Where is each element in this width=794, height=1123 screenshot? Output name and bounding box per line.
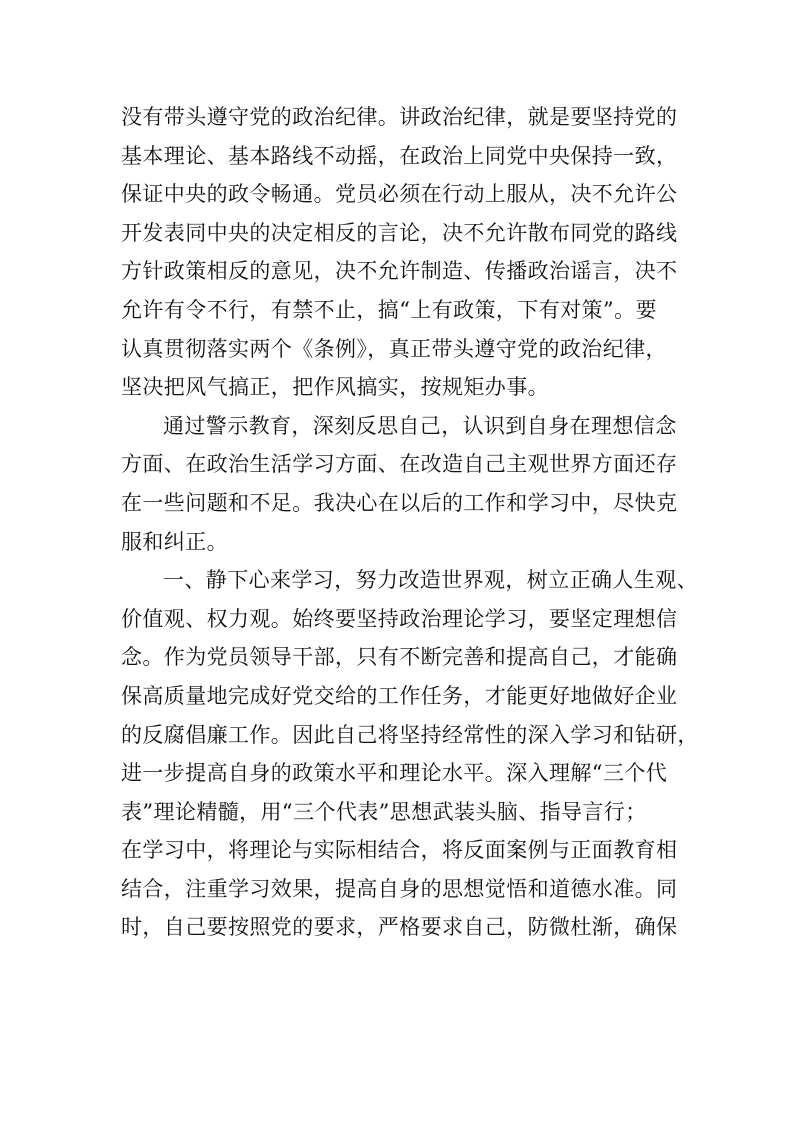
text-line: 没有带头遵守党的政治纪律。讲政治纪律，就是要坚持党的 — [121, 105, 678, 129]
body-text — [121, 98, 699, 947]
text-line: 服和纠正。 — [121, 529, 228, 554]
paragraph-start-line: 一、静下心来学习，努力改造世界观，树立正确人生观、 — [163, 568, 698, 593]
text-line: 的反腐倡廉工作。因此自己将坚持经常性的深入学习和钻研， — [121, 722, 699, 747]
text-line: 坚决把风气搞正，把作风搞实，按规矩办事。 — [121, 375, 549, 400]
text-line: 方针政策相反的意见，决不允许制造、传播政治谣言，决不 — [121, 259, 678, 284]
text-line: 念。作为党员领导干部，只有不断完善和提高自己，才能确 — [121, 645, 678, 670]
text-line: 保高质量地完成好党交给的工作任务，才能更好地做好企业 — [121, 683, 678, 708]
text-line: 基本理论、基本路线不动摇，在政治上同党中央保持一致， — [121, 143, 678, 168]
text-line: 结合，注重学习效果，提高自身的思想觉悟和道德水准。同 — [121, 876, 678, 901]
text-line: 允许有令不行，有禁不止，搞“上有政策，下有对策”。要 — [121, 297, 657, 322]
text-line: 保证中央的政令畅通。党员必须在行动上服从，决不允许公 — [121, 182, 678, 207]
paragraph-start-line: 通过警示教育，深刻反思自己，认识到自身在理想信念 — [163, 413, 677, 438]
text-line: 认真贯彻落实两个《条例》，真正带头遵守党的政治纪律， — [121, 336, 667, 361]
text-line: 方面、在政治生活学习方面、在改造自己主观世界方面还存 — [121, 452, 678, 477]
text-line: 开发表同中央的决定相反的言论，决不允许散布同党的路线 — [121, 220, 678, 245]
text-line: 表”理论精髓，用“三个代表”思想武装头脑、指导言行； — [121, 799, 647, 824]
text-line: 进一步提高自身的政策水平和理论水平。深入理解“三个代 — [121, 761, 668, 786]
text-line: 价值观、权力观。始终要坚持政治理论学习，要坚定理想信 — [121, 606, 678, 631]
text-line: 时，自己要按照党的要求，严格要求自己，防微杜渐，确保 — [121, 915, 678, 940]
text-line: 在一些问题和不足。我决心在以后的工作和学习中，尽快克 — [121, 490, 678, 515]
text-line: 在学习中，将理论与实际相结合，将反面案例与正面教育相 — [121, 838, 678, 863]
